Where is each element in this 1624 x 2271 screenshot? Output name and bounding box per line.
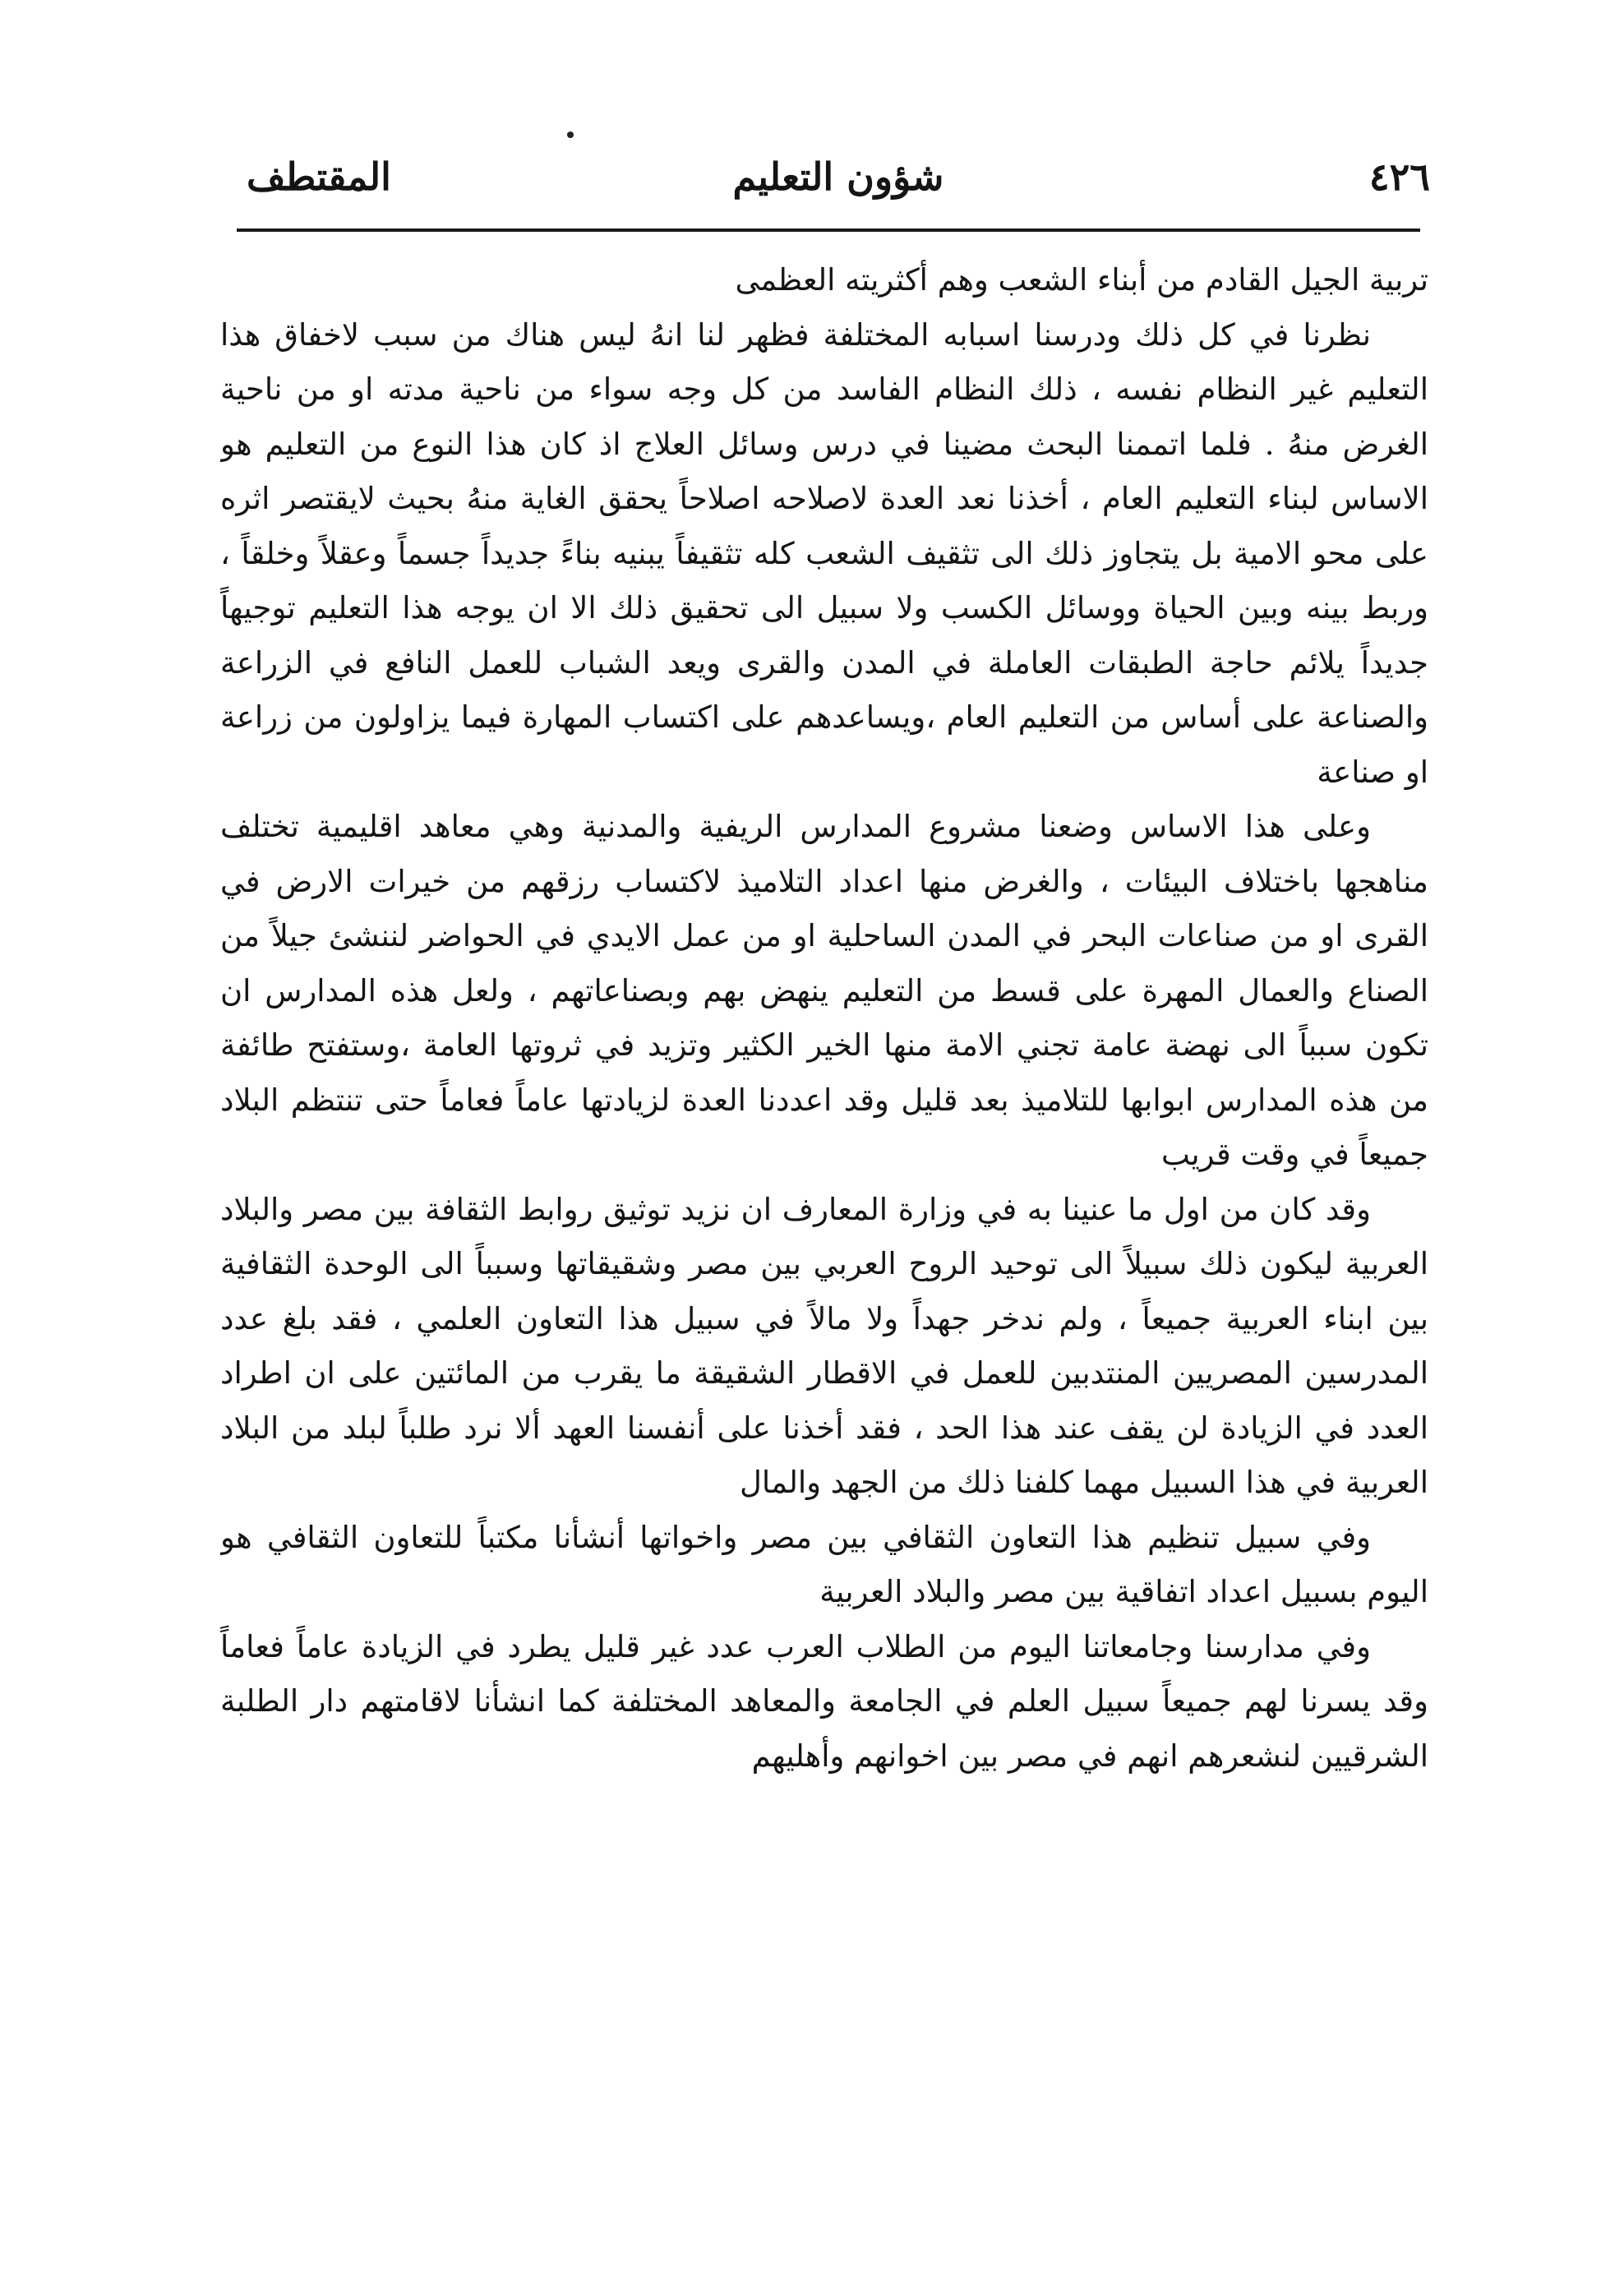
paragraph-5: وفي سبيل تنظيم هذا التعاون الثقافي بين مصر واخواتها أنشأنا مكتباً للتعاون الثقافي هو اليوم بسبيل اعداد اتفاقية بين مصر والبلاد العربية: [220, 1519, 1428, 1609]
paragraph-4: وقد كان من اول ما عنينا به في وزارة المعارف ان نزيد توثيق روابط الثقافة بين مصر والبلاد العربية ليكون ذلك سبيلاً الى توحيد الروح العربي بين مصر وشقيقاتها وسبباً الى الوحدة الثقافية بين ابناء العربية جميعاً ، ولم ندخر جهداً ولا مالاً في سبيل هذا التعاون العلمي ، فقد بلغ عدد المدرسين المصريين المنتدبين للعمل في الاقطار الشقيقة ما يقرب من المائتين على ان اطراد العدد في الزيادة لن يقف عند هذا الحد ، فقد أخذنا على أنفسنا العهد ألا نرد طلباً لبلد من البلاد العربية في هذا السبيل مهما كلفنا ذلك من الجهد والمال: [220, 1191, 1428, 1500]
page-number: ٤٢٦: [1368, 155, 1430, 199]
paragraph-2: نظرنا في كل ذلك ودرسنا اسبابه المختلفة فظهر لنا انهُ ليس هناك من سبب لاخفاق هذا التعليم غير النظام نفسه ، ذلك النظام الفاسد من كل وجه سواء من ناحية مدته او من ناحية الغرض منهُ . فلما اتممنا البحث مضينا في درس وسائل العلاج اذ كان هذا النوع من التعليم هو الاساس لبناء التعليم العام ، أخذنا نعد العدة لاصلاحه اصلاحاً يحقق الغاية منهُ بحيث لايقتصر اثره على محو الامية بل يتجاوز ذلك الى تثقيف الشعب كله تثقيفاً يبنيه بناءً جديداً جسماً وعقلاً وخلقاً ، وربط بينه وبين الحياة ووسائل الكسب ولا سبيل الى تحقيق ذلك الا ان يوجه هذا التعليم توجيهاً جديداً يلائم حاجة الطبقات العاملة في المدن والقرى ويعد الشباب للعمل النافع في الزراعة والصناعة على أساس من التعليم العام ،ويساعدهم على اكتساب المهارة فيما يزاولون من زراعة او صناعة: [220, 316, 1428, 790]
paragraph-6: وفي مدارسنا وجامعاتنا اليوم من الطلاب العرب عدد غير قليل يطرد في الزيادة عاماً فعاماً وقد يسرنا لهم جميعاً سبيل العلم في الجامعة والمعاهد المختلفة كما انشأنا لاقامتهم دار الطلبة الشرقيين لنشعرهم انهم في مصر بين اخوانهم وأهليهم: [220, 1628, 1428, 1774]
section-title: شؤون التعليم: [732, 155, 944, 199]
running-header: [247, 144, 1430, 210]
article-body: [220, 253, 1428, 2135]
header-rule: [237, 228, 1420, 232]
print-speck: [567, 132, 574, 138]
paragraph-3: وعلى هذا الاساس وضعنا مشروع المدارس الريفية والمدنية وهي معاهد اقليمية تختلف مناهجها باختلاف البيئات ، والغرض منها اعداد التلاميذ لاكتساب رزقهم من خيرات الارض في القرى او من صناعات البحر في المدن الساحلية او من عمل الايدي في الحواضر لننشئ جيلاً من الصناع والعمال المهرة على قسط من التعليم ينهض بهم وبصناعاتهم ، ولعل هذه المدارس ان تكون سبباً الى نهضة عامة تجني الامة منها الخير الكثير وتزيد في ثروتها العامة ،وستفتح طائفة من هذه المدارس ابوابها للتلاميذ بعد قليل وقد اعددنا العدة لزيادتها عاماً فعاماً حتى تنتظم البلاد جميعاً في وقت قريب: [220, 809, 1428, 1172]
paragraph-1: تربية الجيل القادم من أبناء الشعب وهم أكثريته العظمى: [735, 262, 1428, 298]
journal-name: المقتطف: [247, 155, 391, 199]
